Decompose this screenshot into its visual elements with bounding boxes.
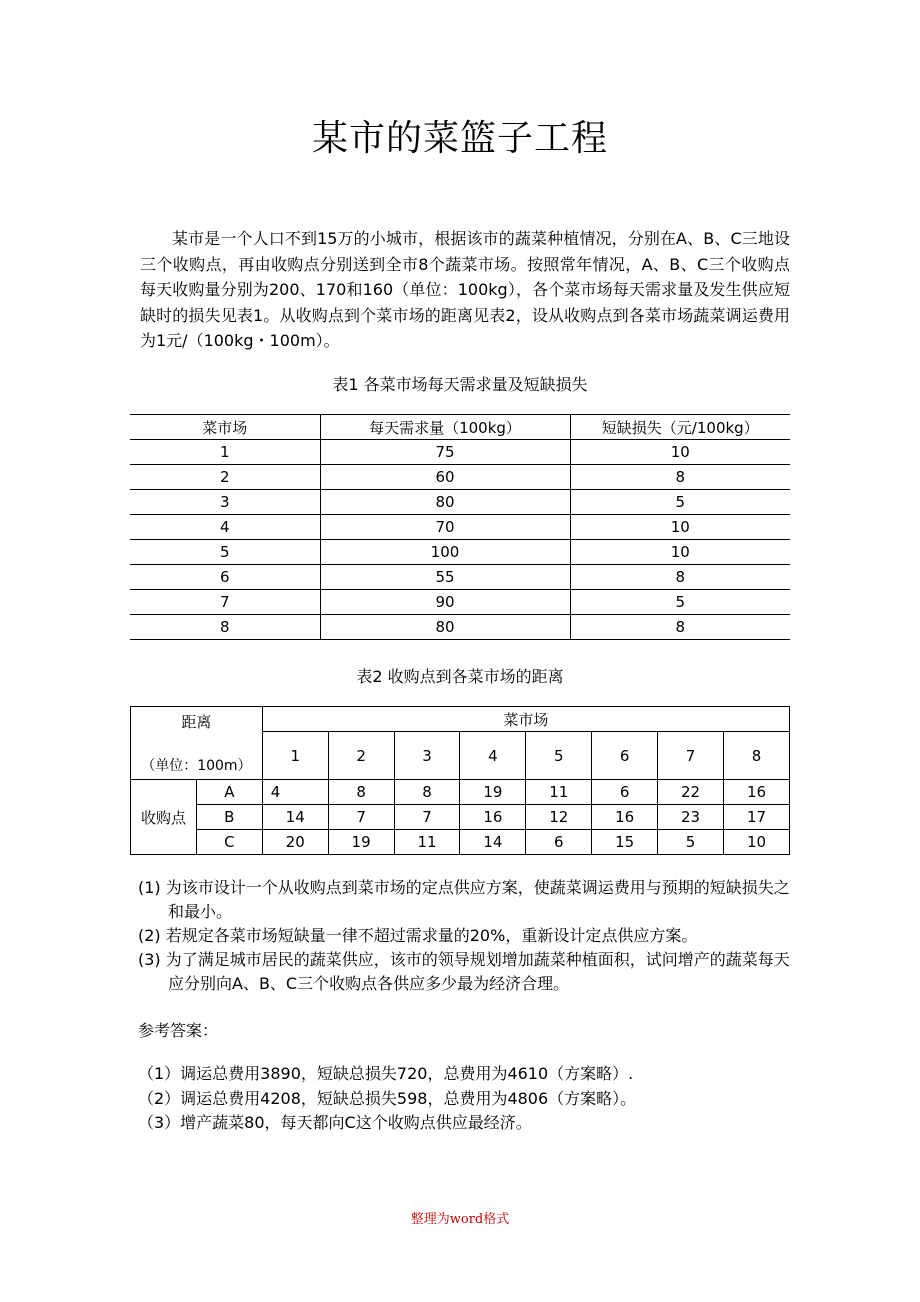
distance-value: 11 — [526, 780, 592, 805]
question-list — [138, 876, 798, 996]
distance-value: 6 — [592, 780, 658, 805]
distance-value: 7 — [328, 805, 394, 830]
header-demand: 每天需求量（100kg） — [320, 415, 570, 440]
distance-table — [130, 706, 790, 855]
distance-value: 16 — [460, 805, 526, 830]
table-row — [131, 780, 790, 805]
header-loss: 短缺损失（元/100kg） — [570, 415, 790, 440]
market-id: 4 — [130, 515, 320, 540]
distance-value: 5 — [658, 830, 724, 855]
loss-value: 8 — [570, 565, 790, 590]
header-market: 菜市场 — [130, 415, 320, 440]
loss-value: 10 — [570, 440, 790, 465]
point-name: A — [196, 780, 262, 805]
answers-heading: 参考答案： — [138, 1021, 219, 1040]
loss-value: 8 — [570, 465, 790, 490]
loss-value: 5 — [570, 490, 790, 515]
distance-value: 19 — [460, 780, 526, 805]
market-id: 7 — [130, 590, 320, 615]
market-id: 8 — [130, 615, 320, 640]
market-number: 7 — [658, 732, 724, 780]
table-row — [130, 515, 790, 540]
footer-note: 整理为word格式 — [410, 1212, 510, 1227]
distance-value: 7 — [394, 805, 460, 830]
point-label: 收购点 — [131, 780, 197, 855]
market-number: 6 — [592, 732, 658, 780]
loss-value: 5 — [570, 590, 790, 615]
demand-value: 75 — [320, 440, 570, 465]
loss-value: 8 — [570, 615, 790, 640]
distance-value: 22 — [658, 780, 724, 805]
distance-value: 16 — [592, 805, 658, 830]
distance-value: 8 — [328, 780, 394, 805]
distance-value: 4 — [262, 780, 328, 805]
intro-paragraph: 某市是一个人口不到15万的小城市，根据该市的蔬菜种植情况，分别在A、B、C三地设三个收购点，再由收购点分别送到全市8个蔬菜市场。按照常年情况，A、B、C三个收购点每天收购量分别为200、170和160（单位：100kg），各个菜市场每天需求量及发生供应短缺时的损失见表1。从收购点到个菜市场的距离见表2，设从收购点到各菜市场蔬菜调运费用为1元/（100kg・100m）。 — [140, 229, 790, 350]
answer-list — [138, 1062, 636, 1136]
market-number: 3 — [394, 732, 460, 780]
table2-caption: 表2 收购点到各菜市场的距离 — [356, 667, 564, 686]
demand-value: 80 — [320, 615, 570, 640]
distance-value: 17 — [724, 805, 790, 830]
table-row — [130, 615, 790, 640]
question-item: (2) 若规定各菜市场短缺量一律不超过需求量的20%，重新设计定点供应方案。 — [138, 926, 698, 945]
answer-item: （1）调运总费用3890，短缺总损失720，总费用为4610（方案略）. — [138, 1064, 634, 1083]
table-header-row — [131, 707, 790, 732]
question-item: (3) 为了满足城市居民的蔬菜供应，该市的领导规划增加蔬菜种植面积，试问增产的蔬菜每天应分别向A、B、C三个收购点各供应多少最为经济合理。 — [138, 950, 790, 993]
corner-cell — [131, 707, 263, 780]
table-row — [130, 440, 790, 465]
table-row — [130, 590, 790, 615]
answer-item: （3）增产蔬菜80，每天都向C这个收购点供应最经济。 — [138, 1113, 532, 1132]
question-item: (1) 为该市设计一个从收购点到菜市场的定点供应方案，使蔬菜调运费用与预期的短缺损失之和最小。 — [138, 878, 790, 921]
document-title: 某市的菜篮子工程 — [311, 118, 608, 159]
distance-value: 19 — [328, 830, 394, 855]
distance-value: 6 — [526, 830, 592, 855]
corner-label-distance: 距离 — [181, 713, 212, 731]
demand-value: 55 — [320, 565, 570, 590]
point-name: C — [196, 830, 262, 855]
market-number: 1 — [262, 732, 328, 780]
distance-value: 12 — [526, 805, 592, 830]
market-id: 2 — [130, 465, 320, 490]
table-row — [131, 805, 790, 830]
table-row — [130, 540, 790, 565]
distance-value: 11 — [394, 830, 460, 855]
distance-value: 8 — [394, 780, 460, 805]
market-number: 2 — [328, 732, 394, 780]
market-id: 6 — [130, 565, 320, 590]
distance-value: 20 — [262, 830, 328, 855]
demand-value: 70 — [320, 515, 570, 540]
table-row — [130, 465, 790, 490]
market-id: 1 — [130, 440, 320, 465]
market-number: 8 — [724, 732, 790, 780]
demand-value: 60 — [320, 465, 570, 490]
market-id: 5 — [130, 540, 320, 565]
distance-value: 14 — [262, 805, 328, 830]
market-id: 3 — [130, 490, 320, 515]
table-header-row — [130, 415, 790, 440]
demand-value: 100 — [320, 540, 570, 565]
demand-value: 80 — [320, 490, 570, 515]
distance-value: 14 — [460, 830, 526, 855]
corner-label-unit: （单位：100m） — [141, 758, 252, 774]
distance-value: 15 — [592, 830, 658, 855]
table-row — [130, 490, 790, 515]
demand-value: 90 — [320, 590, 570, 615]
distance-value: 10 — [724, 830, 790, 855]
point-name: B — [196, 805, 262, 830]
table-row — [130, 565, 790, 590]
table-row — [131, 830, 790, 855]
market-number: 5 — [526, 732, 592, 780]
table1-caption: 表1 各菜市场每天需求量及短缺损失 — [332, 375, 588, 394]
loss-value: 10 — [570, 515, 790, 540]
market-header: 菜市场 — [262, 707, 789, 732]
market-number: 4 — [460, 732, 526, 780]
loss-value: 10 — [570, 540, 790, 565]
answer-item: （2）调运总费用4208，短缺总损失598，总费用为4806（方案略）。 — [138, 1088, 637, 1108]
distance-value: 16 — [724, 780, 790, 805]
demand-loss-table — [130, 414, 790, 640]
distance-value: 23 — [658, 805, 724, 830]
